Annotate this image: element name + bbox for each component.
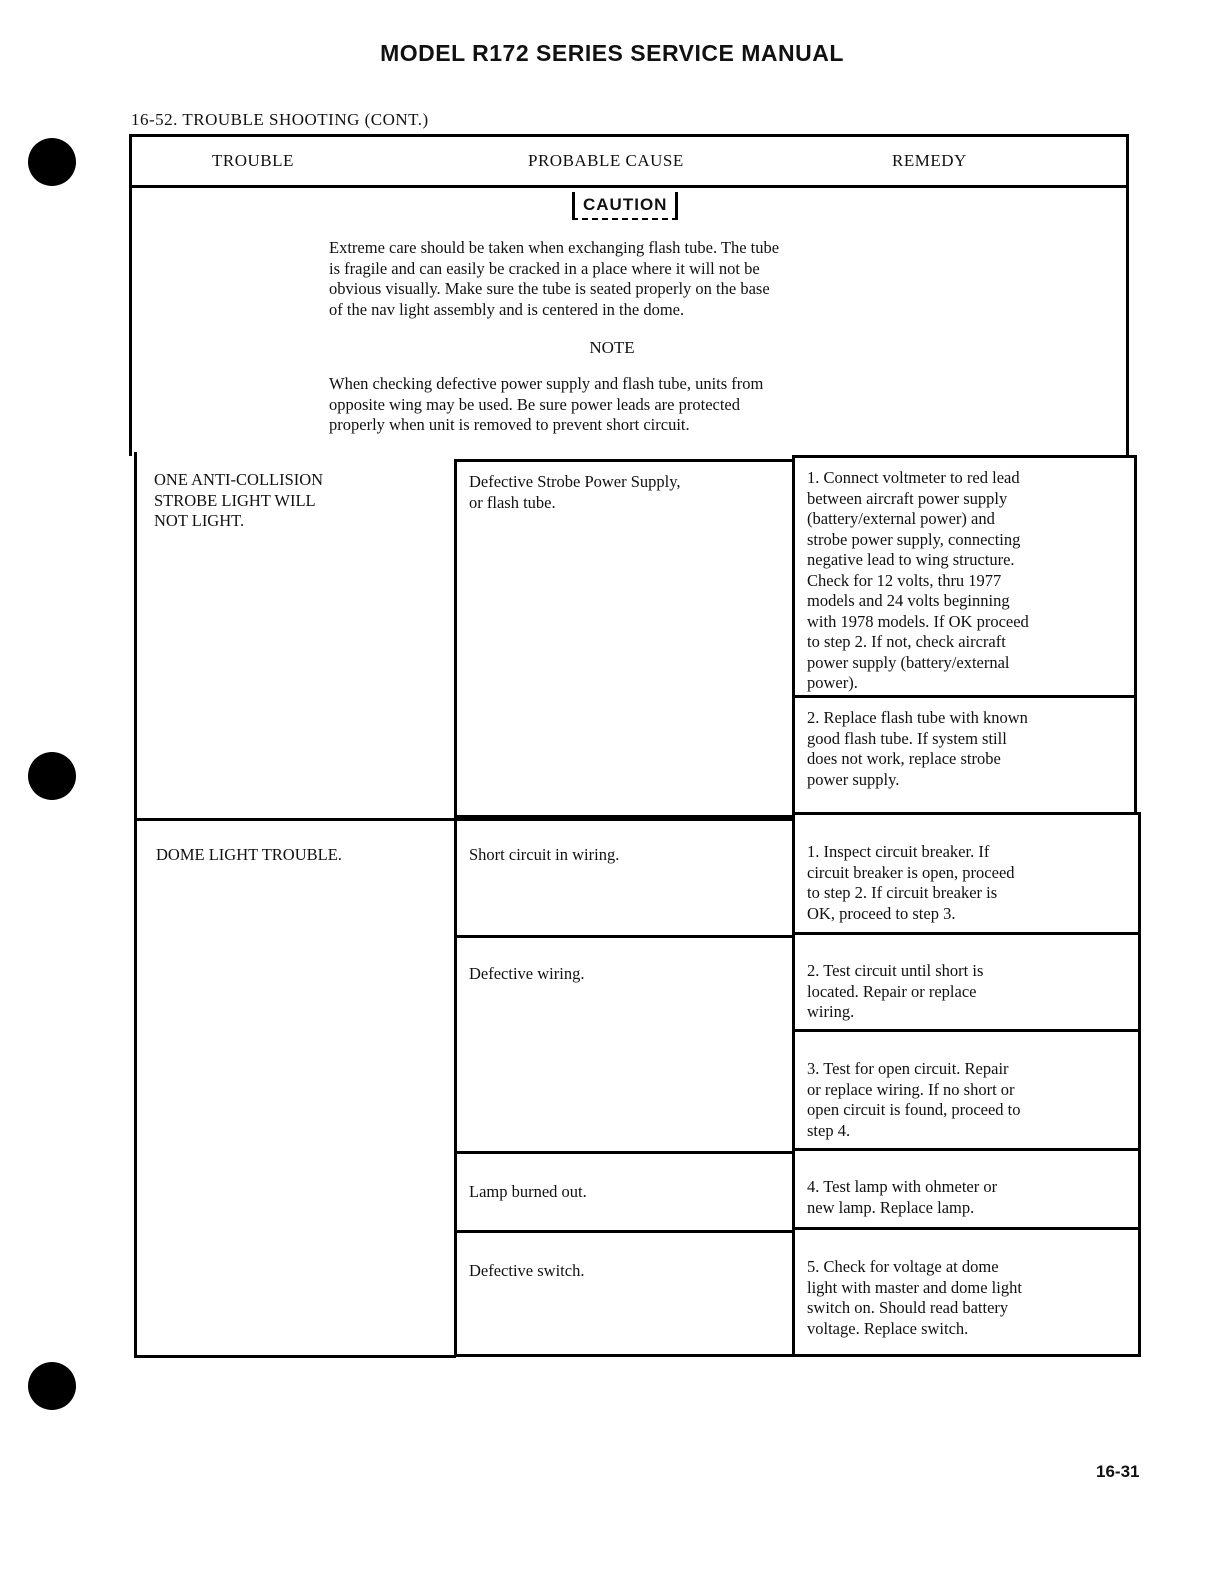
cause-defective-switch: Defective switch. <box>454 1230 795 1357</box>
table-left-border <box>134 452 137 1358</box>
remedy-step-3-open-circuit: 3. Test for open circuit. Repair or replace wiring. If no short or open circuit is found, proceed to step 4. <box>792 1029 1141 1151</box>
section-heading: 16-52. TROUBLE SHOOTING (CONT.) <box>131 110 429 129</box>
remedy-step-2-flash-tube: 2. Replace flash tube with known good flash tube. If system still does not work, replace strobe power supply. <box>792 695 1137 815</box>
binder-hole-bottom <box>28 1362 76 1410</box>
remedy-step-1-voltmeter: 1. Connect voltmeter to red lead between aircraft power supply (battery/external power) and strobe power supply, connecting negative lead to wing structure. Check for 12 volts, thru 1977 models and 24 volts beginning with 1978 models. If OK proceed to step 2. If not, check aircraft power supply (battery/external power). <box>792 455 1137 698</box>
row-divider <box>134 818 456 821</box>
cause-short-circuit: Short circuit in wiring. <box>454 815 795 938</box>
binder-hole-top <box>28 138 76 186</box>
remedy-step-1-breaker: 1. Inspect circuit breaker. If circuit breaker is open, proceed to step 2. If circuit breaker is OK, proceed to step 3. <box>792 812 1141 935</box>
table-bottom-border <box>134 1355 456 1358</box>
caution-label: CAUTION <box>572 192 678 220</box>
note-label: NOTE <box>589 338 635 357</box>
table-header <box>129 134 1129 188</box>
trouble-anti-collision: ONE ANTI-COLLISION STROBE LIGHT WILL NOT LIGHT. <box>154 470 324 530</box>
column-header-remedy: REMEDY <box>892 151 967 170</box>
cause-defective-wiring: Defective wiring. <box>454 935 795 1154</box>
page-title: MODEL R172 SERIES SERVICE MANUAL <box>380 40 844 66</box>
column-header-cause: PROBABLE CAUSE <box>528 151 684 170</box>
remedy-step-5-switch: 5. Check for voltage at dome light with master and dome light switch on. Should read battery voltage. Replace switch. <box>792 1227 1141 1357</box>
remedy-step-2-test-short: 2. Test circuit until short is located. Repair or replace wiring. <box>792 932 1141 1032</box>
page-number: 16-31 <box>1096 1462 1140 1481</box>
caution-text: Extreme care should be taken when exchanging flash tube. The tube is fragile and can easily be cracked in a place where it will not be obvious visually. Make sure the tube is seated properly on the base of the nav light assembly and is centered in the dome. <box>329 238 780 319</box>
cause-lamp-burned-out: Lamp burned out. <box>454 1151 795 1233</box>
remedy-step-4-test-lamp: 4. Test lamp with ohmeter or new lamp. Replace lamp. <box>792 1148 1141 1230</box>
cause-strobe-supply: Defective Strobe Power Supply, or flash tube. <box>454 459 795 821</box>
trouble-dome-light: DOME LIGHT TROUBLE. <box>156 845 342 864</box>
binder-hole-middle <box>28 752 76 800</box>
note-text: When checking defective power supply and flash tube, units from opposite wing may be used. Be sure power leads are protected properly when unit is removed to prevent short circuit. <box>329 374 764 434</box>
column-header-trouble: TROUBLE <box>212 151 294 170</box>
